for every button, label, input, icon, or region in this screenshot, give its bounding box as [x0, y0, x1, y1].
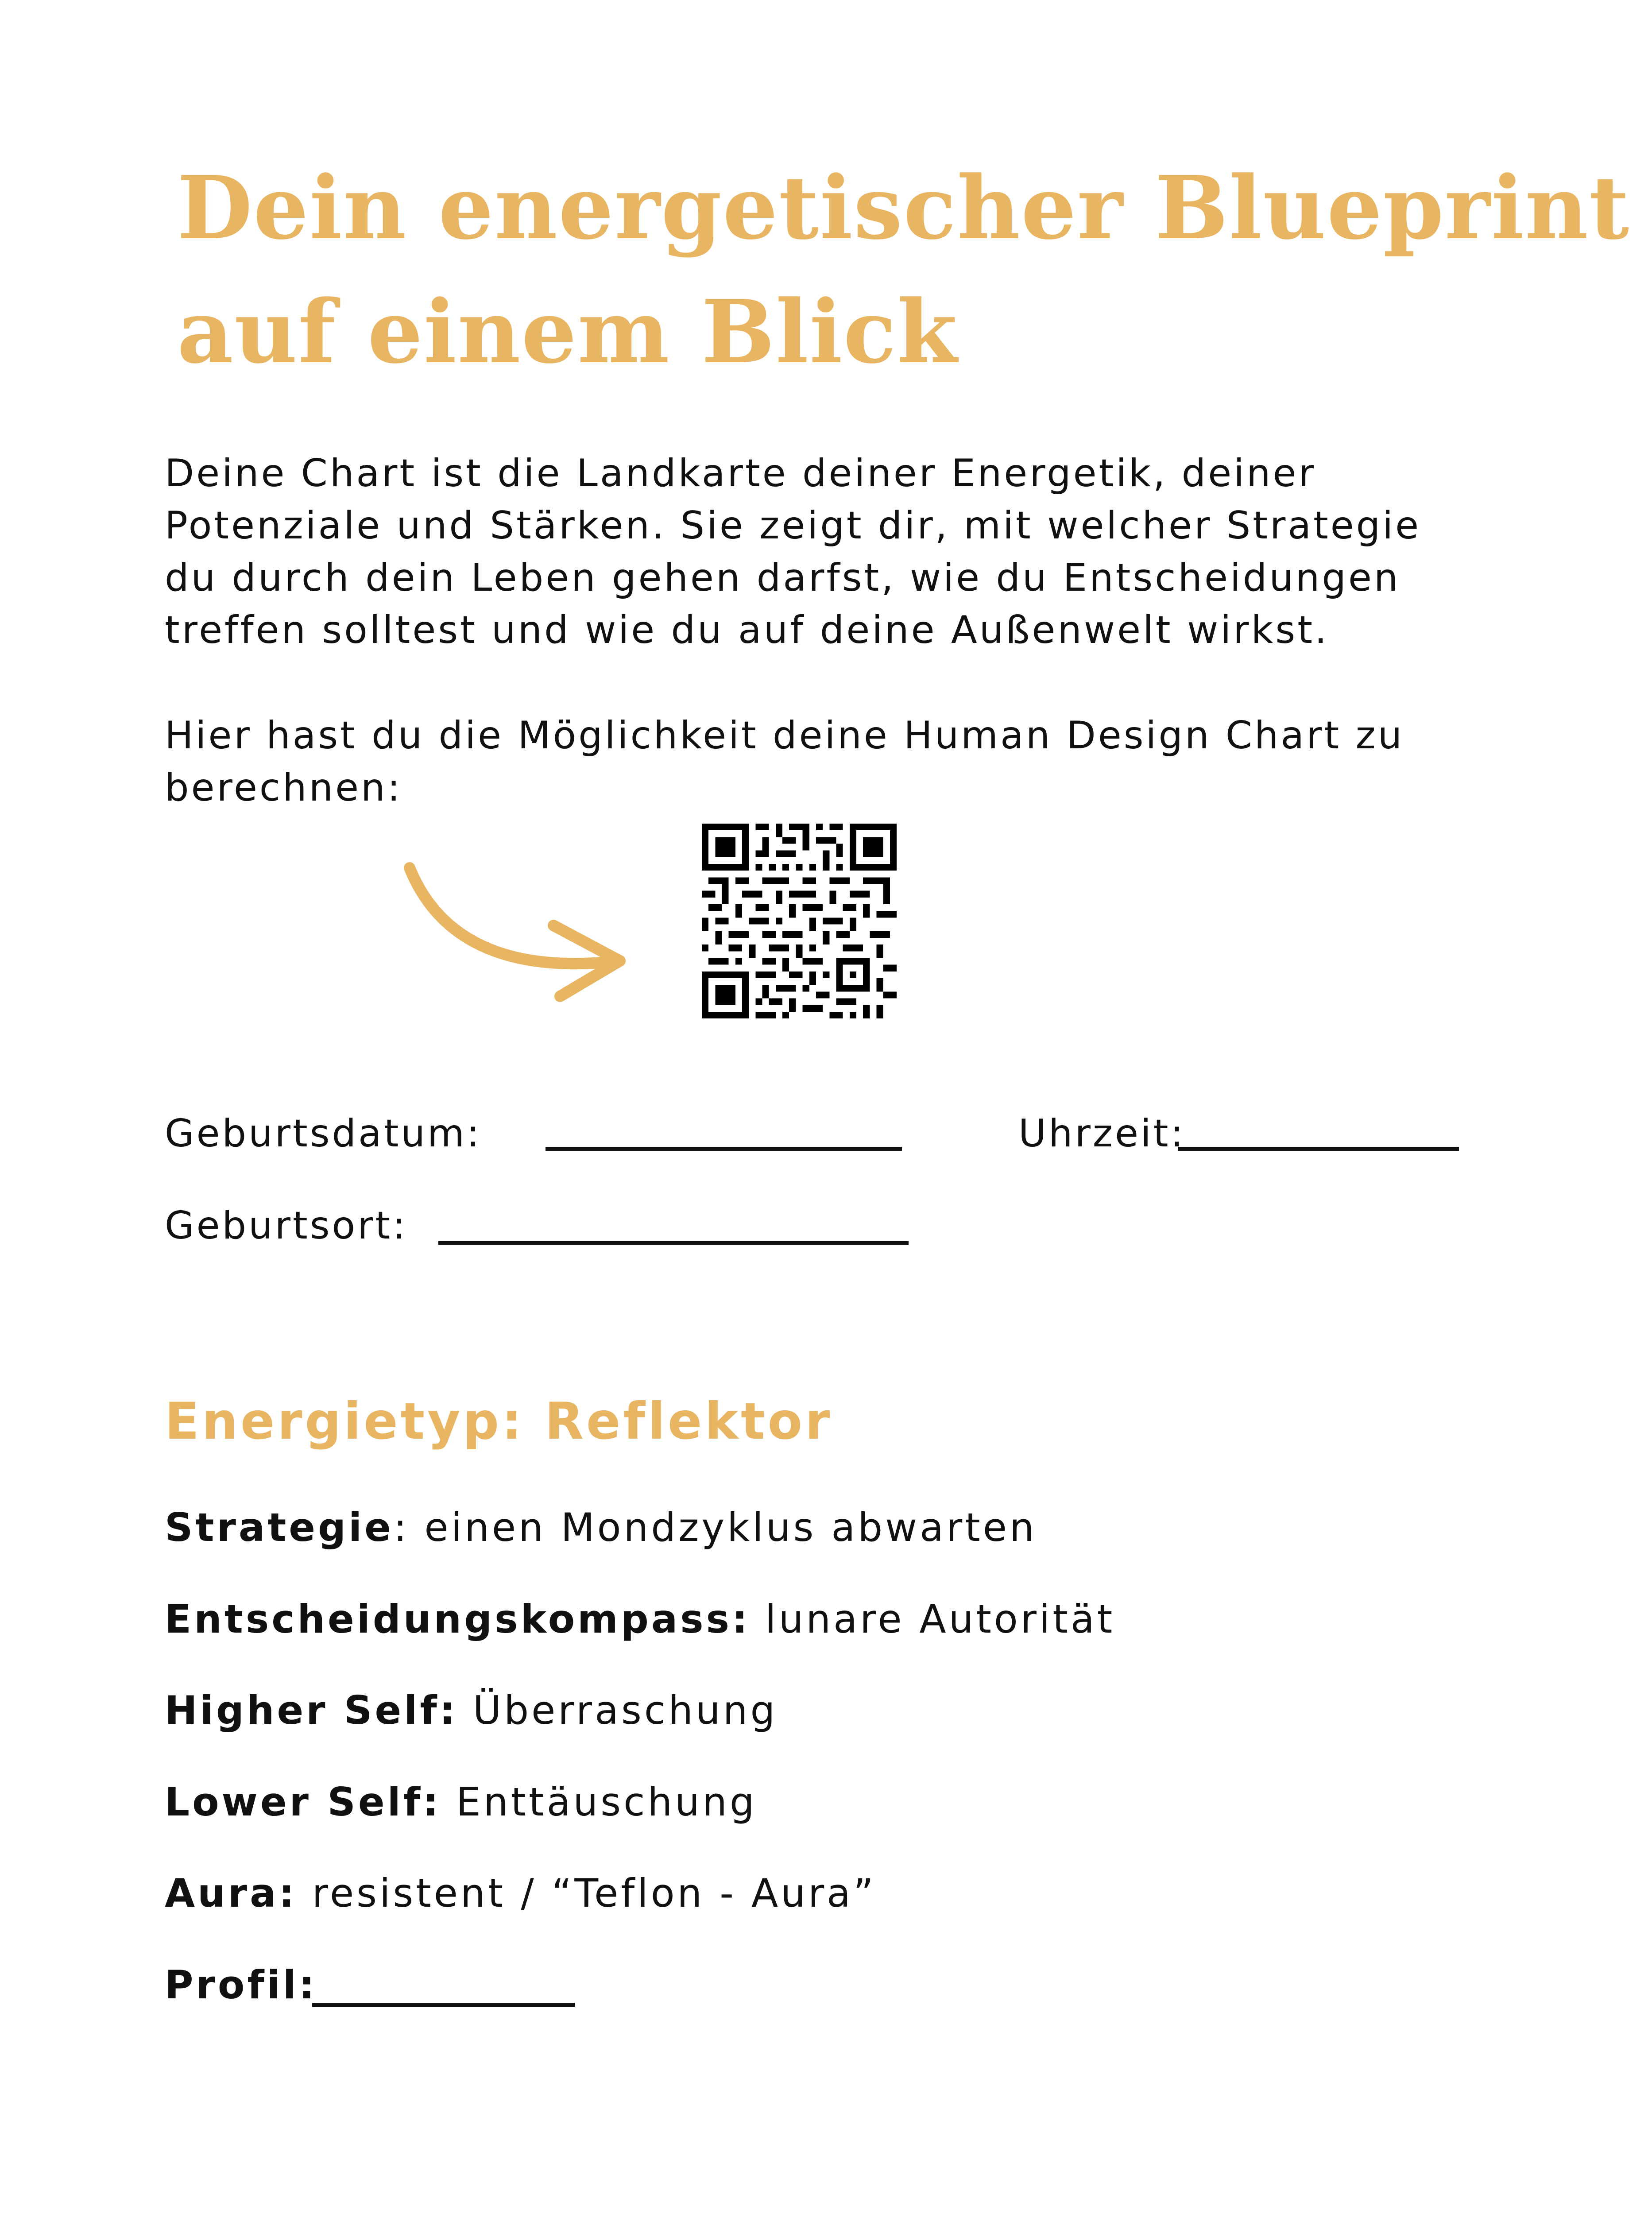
intro-line: treffen solltest und wie du auf deine Außenwelt wirkst.: [165, 608, 1329, 652]
curved-arrow-icon: [390, 855, 638, 1005]
compass-value: lunare Autorität: [750, 1596, 1115, 1642]
profile-label: Profil:: [165, 1962, 317, 2008]
calc-paragraph: [165, 709, 1471, 814]
strategy-row: [165, 1503, 1037, 1552]
strategy-label: Strategie: [165, 1505, 394, 1550]
calc-line: Hier hast du die Möglichkeit deine Human Design Chart zu: [165, 713, 1404, 758]
higher-self-value: Überraschung: [457, 1688, 778, 1733]
lower-self-value: Enttäuschung: [441, 1779, 757, 1825]
time-label: Uhrzeit:: [1018, 1111, 1186, 1156]
intro-line: du durch dein Leben gehen darfst, wie du Entscheidungen: [165, 556, 1401, 600]
higher-self-row: [165, 1686, 778, 1735]
profile-row: [165, 1961, 317, 2009]
qr-code-icon[interactable]: [702, 824, 897, 1018]
intro-paragraph: [165, 447, 1471, 656]
intro-line: Potenziale und Stärken. Sie zeigt dir, mit welcher Strategie: [165, 503, 1421, 548]
aura-value: resistent / “Teflon - Aura”: [297, 1870, 876, 1916]
compass-row: [165, 1595, 1115, 1644]
time-field[interactable]: [1178, 1147, 1459, 1151]
profile-field[interactable]: [312, 2003, 575, 2007]
birthplace-field[interactable]: [438, 1241, 909, 1245]
intro-line: Deine Chart ist die Landkarte deiner Energetik, deiner: [165, 451, 1316, 495]
compass-label: Entscheidungskompass:: [165, 1596, 751, 1642]
aura-label: Aura:: [165, 1870, 297, 1916]
title-line-2: auf einem Blick: [177, 281, 958, 383]
lower-self-row: [165, 1778, 757, 1827]
page-title: [177, 146, 1630, 394]
higher-self-label: Higher Self:: [165, 1688, 458, 1733]
birthdate-field[interactable]: [546, 1147, 902, 1151]
birthplace-label: Geburtsort:: [165, 1204, 408, 1248]
strategy-value: : einen Mondzyklus abwarten: [393, 1505, 1037, 1550]
energy-type-heading: Energietyp: Reflektor: [165, 1392, 833, 1451]
birthdate-label: Geburtsdatum:: [165, 1111, 482, 1156]
calc-line: berechnen:: [165, 766, 402, 810]
title-line-1: Dein energetischer Blueprint: [177, 157, 1630, 259]
aura-row: [165, 1869, 876, 1918]
lower-self-label: Lower Self:: [165, 1779, 441, 1825]
